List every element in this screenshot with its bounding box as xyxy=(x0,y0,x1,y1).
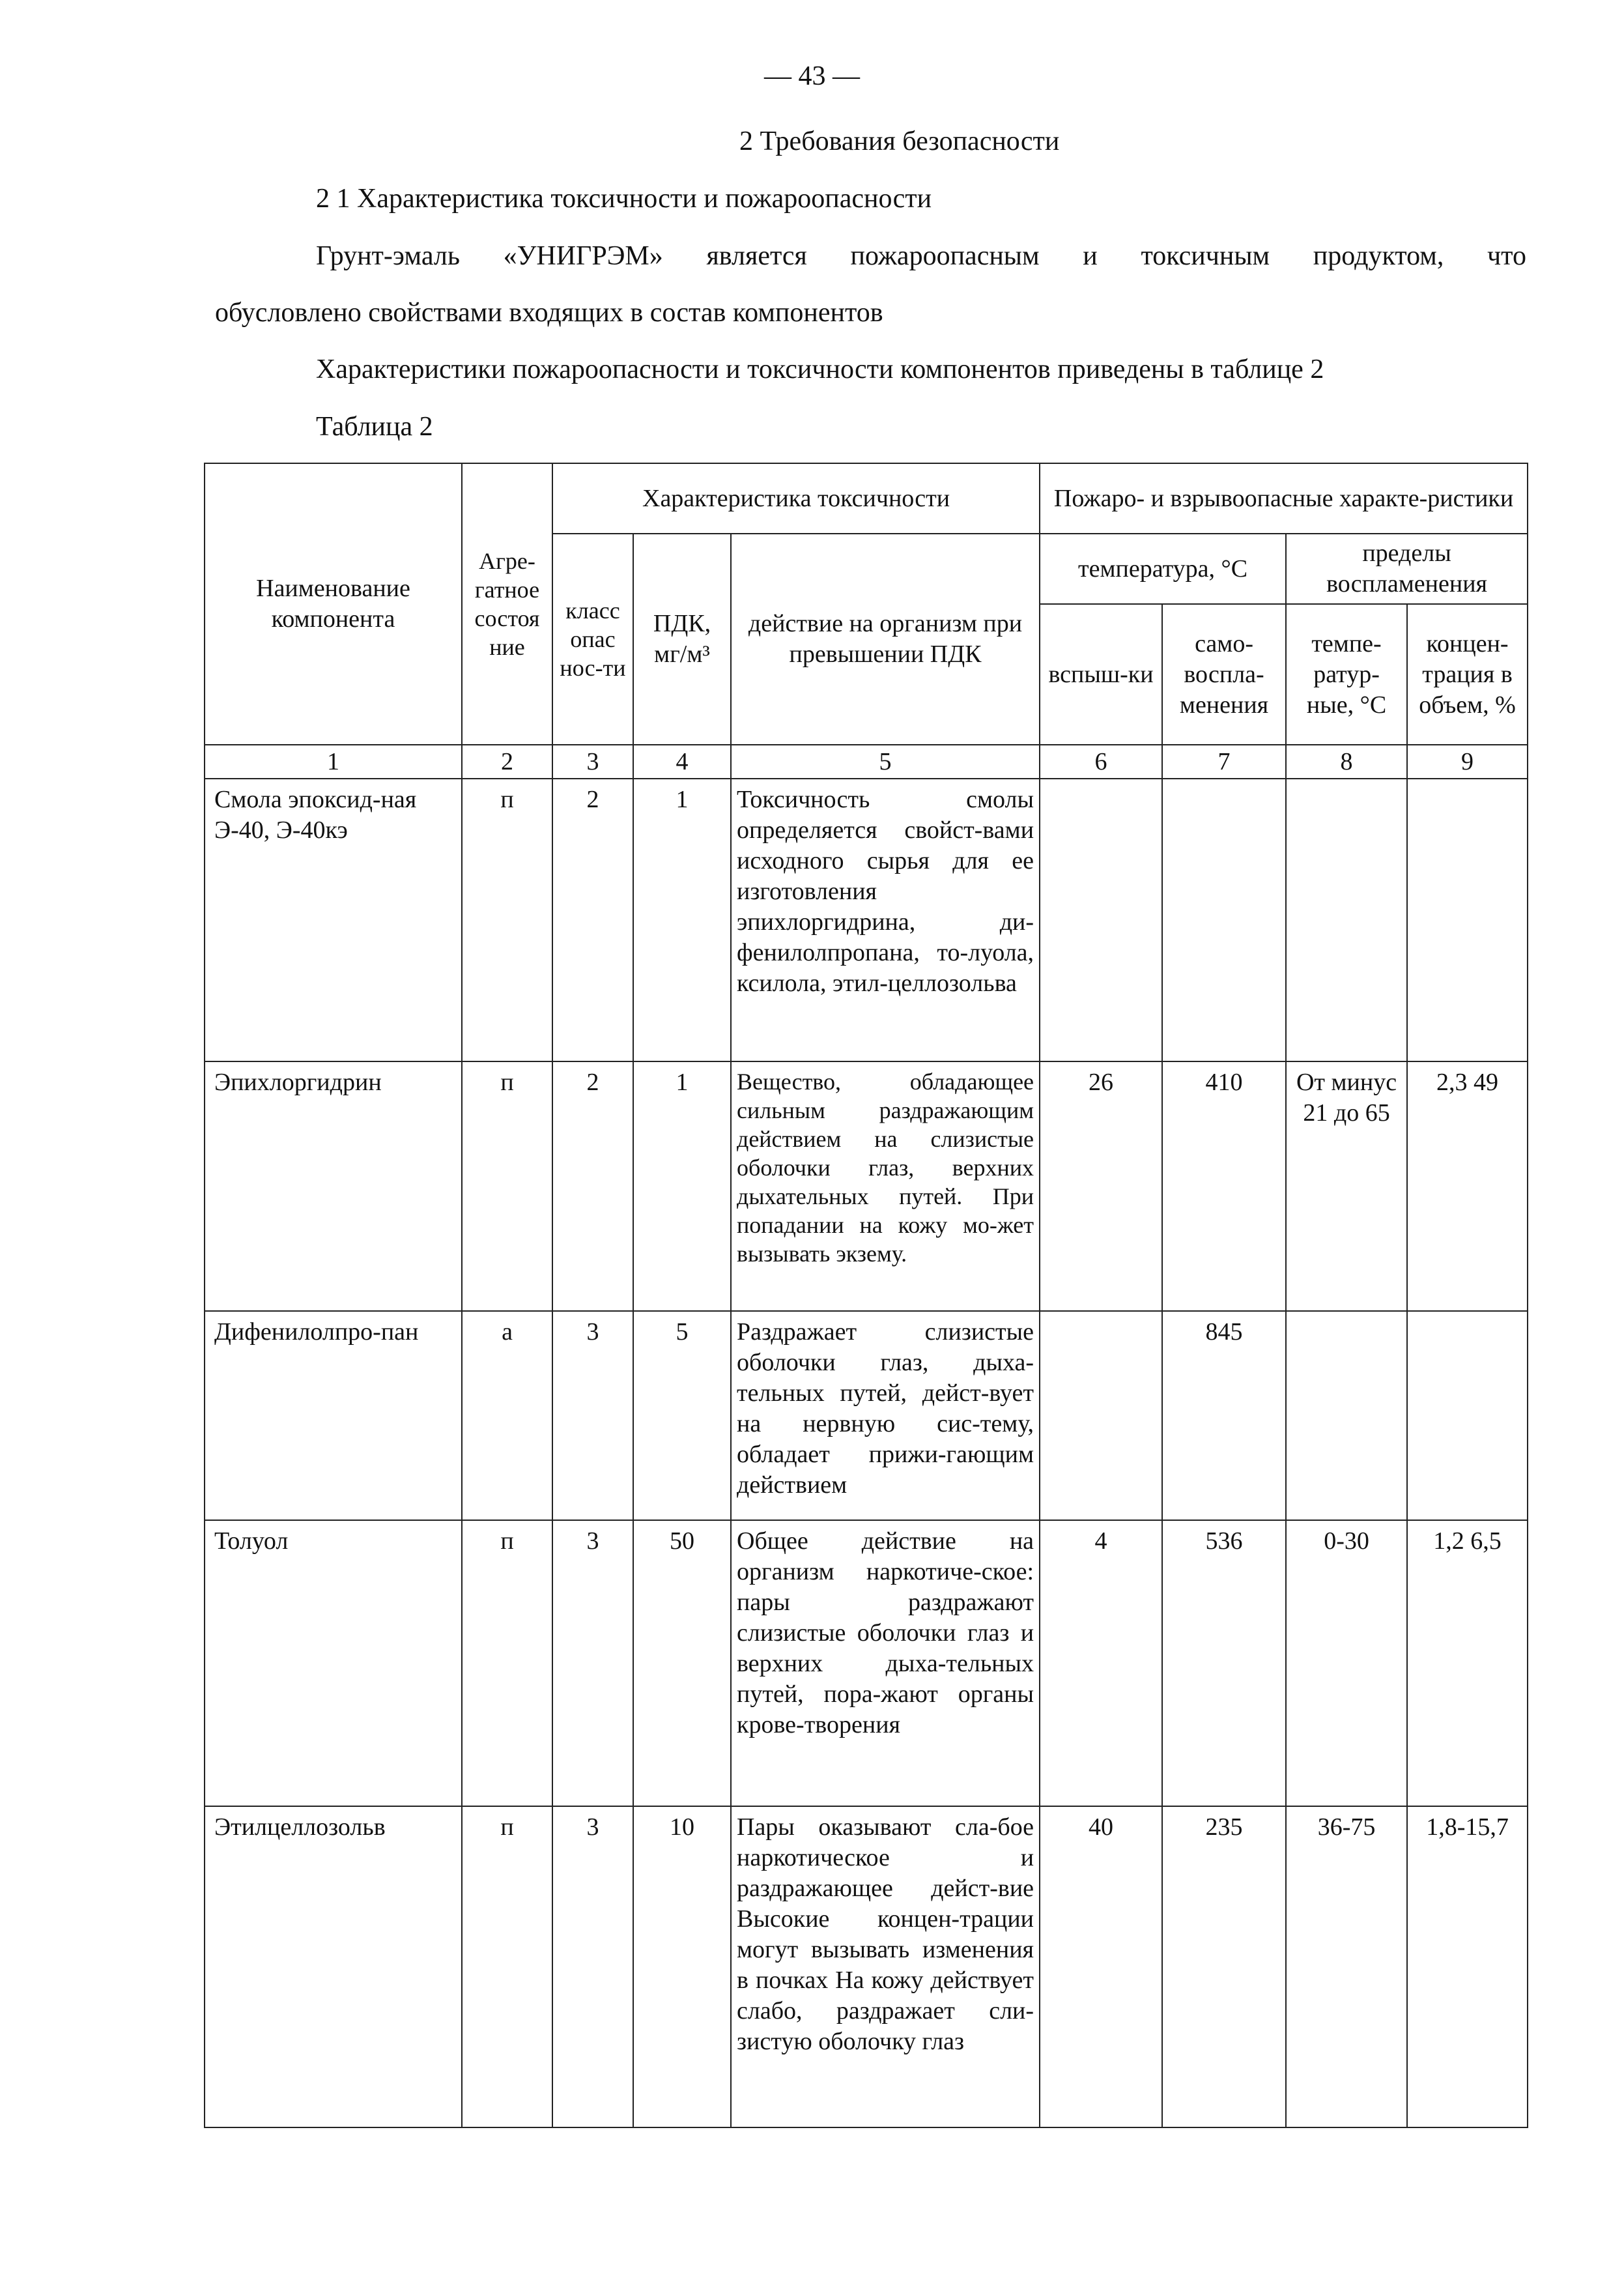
aggregate-state: п xyxy=(462,1520,552,1806)
header-limit-temperature: темпе-ратур-ные, °С xyxy=(1286,604,1407,745)
autoignition-temperature: 410 xyxy=(1162,1061,1286,1311)
limit-concentration xyxy=(1407,779,1528,1061)
limit-concentration: 2,3 49 xyxy=(1407,1061,1528,1311)
effect-description: Вещество, обладающее сильным раздражающим действием на слизистые оболочки глаз, верхних дыхательных путей. При попадании на кожу мо-жет вызывать экзему. xyxy=(731,1061,1040,1311)
component-name: Эпихлоргидрин xyxy=(205,1061,462,1311)
header-limits-group: пределы воспламенения xyxy=(1286,534,1528,604)
flash-temperature xyxy=(1040,779,1162,1061)
pdk-value: 50 xyxy=(633,1520,731,1806)
hazard-class: 2 xyxy=(552,779,633,1061)
column-number: 1 xyxy=(205,745,462,779)
table-row xyxy=(205,1061,1528,1311)
section-title: 2 Требования безопасности xyxy=(739,126,1060,156)
autoignition-temperature: 235 xyxy=(1162,1806,1286,2127)
hazard-class: 3 xyxy=(552,1311,633,1521)
autoignition-temperature: 845 xyxy=(1162,1311,1286,1521)
flash-temperature: 26 xyxy=(1040,1061,1162,1311)
effect-description: Общее действие на организм наркотиче-ское: пары раздражают слизистые оболочки глаз и верхних дыха-тельных путей, пора-жают органы крове-творения xyxy=(731,1520,1040,1806)
components-table xyxy=(204,463,1528,2128)
paragraph-2: Характеристики пожароопасности и токсичности компонентов приведены в таблице 2 xyxy=(316,354,1324,384)
column-number: 2 xyxy=(462,745,552,779)
pdk-value: 10 xyxy=(633,1806,731,2127)
limit-temperature: 36-75 xyxy=(1286,1806,1407,2127)
header-flash: вспыш-ки xyxy=(1040,604,1162,745)
header-limit-concentration: концен-трация в объем, % xyxy=(1407,604,1528,745)
hazard-class: 2 xyxy=(552,1061,633,1311)
limit-concentration: 1,8-15,7 xyxy=(1407,1806,1528,2127)
header-state: Агре-гатное состоя ние xyxy=(462,463,552,745)
hazard-class: 3 xyxy=(552,1806,633,2127)
column-number: 6 xyxy=(1040,745,1162,779)
table-row xyxy=(205,779,1528,1061)
aggregate-state: п xyxy=(462,779,552,1061)
limit-temperature: От минус 21 до 65 xyxy=(1286,1061,1407,1311)
paragraph-1-line-2: обусловлено свойствами входящих в состав компонентов xyxy=(215,298,883,328)
effect-description: Токсичность смолы определяется свойст-вами исходного сырья для ее изготовления эпихлоргидрина, ди-фенилолпропана, то-луола, ксилола, этил-целлозольва xyxy=(731,779,1040,1061)
flash-temperature: 4 xyxy=(1040,1520,1162,1806)
column-number-row xyxy=(205,745,1528,779)
column-number: 3 xyxy=(552,745,633,779)
column-number: 9 xyxy=(1407,745,1528,779)
table-row xyxy=(205,1520,1528,1806)
limit-temperature: 0-30 xyxy=(1286,1520,1407,1806)
component-name: Дифенилолпро-пан xyxy=(205,1311,462,1521)
component-name: Смола эпоксид-ная Э-40, Э-40кэ xyxy=(205,779,462,1061)
header-pdk: ПДК, мг/м³ xyxy=(633,534,731,745)
limit-temperature xyxy=(1286,1311,1407,1521)
hazard-class: 3 xyxy=(552,1520,633,1806)
column-number: 7 xyxy=(1162,745,1286,779)
aggregate-state: п xyxy=(462,1061,552,1311)
autoignition-temperature xyxy=(1162,779,1286,1061)
table-row xyxy=(205,1311,1528,1521)
column-number: 4 xyxy=(633,745,731,779)
effect-description: Раздражает слизистые оболочки глаз, дыха-тельных путей, дейст-вует на нервную сис-тему, обладает прижи-гающим действием xyxy=(731,1311,1040,1521)
header-hazard-class: класс опас нос-ти xyxy=(552,534,633,745)
column-number: 8 xyxy=(1286,745,1407,779)
subsection-title: 2 1 Характеристика токсичности и пожароопасности xyxy=(316,184,932,214)
table-row xyxy=(205,1806,1528,2127)
limit-temperature xyxy=(1286,779,1407,1061)
limit-concentration: 1,2 6,5 xyxy=(1407,1520,1528,1806)
column-number: 5 xyxy=(731,745,1040,779)
header-temperature-group: температура, °С xyxy=(1040,534,1286,604)
header-fire-group: Пожаро- и взрывоопасные характе-ристики xyxy=(1040,463,1528,534)
pdk-value: 1 xyxy=(633,1061,731,1311)
pdk-value: 5 xyxy=(633,1311,731,1521)
header-effect: действие на организм при превышении ПДК xyxy=(731,534,1040,745)
aggregate-state: п xyxy=(462,1806,552,2127)
aggregate-state: а xyxy=(462,1311,552,1521)
page-number: — 43 — xyxy=(764,61,860,91)
header-autoignition: само-воспла-менения xyxy=(1162,604,1286,745)
header-toxicity-group: Характеристика токсичности xyxy=(552,463,1040,534)
effect-description: Пары оказывают сла-бое наркотическое и раздражающее дейст-вие Высокие концен-трации могут вызывать изменения в почках На кожу действует слабо, раздражает сли-зистую оболочку глаз xyxy=(731,1806,1040,2127)
header-name: Наименование компонента xyxy=(205,463,462,745)
limit-concentration xyxy=(1407,1311,1528,1521)
component-name: Толуол xyxy=(205,1520,462,1806)
table-caption: Таблица 2 xyxy=(316,412,433,442)
flash-temperature: 40 xyxy=(1040,1806,1162,2127)
component-name: Этилцеллозольв xyxy=(205,1806,462,2127)
flash-temperature xyxy=(1040,1311,1162,1521)
pdk-value: 1 xyxy=(633,779,731,1061)
autoignition-temperature: 536 xyxy=(1162,1520,1286,1806)
paragraph-1-line-1: Грунт-эмаль «УНИГРЭМ» является пожароопасным и токсичным продуктом, что xyxy=(316,241,1526,271)
